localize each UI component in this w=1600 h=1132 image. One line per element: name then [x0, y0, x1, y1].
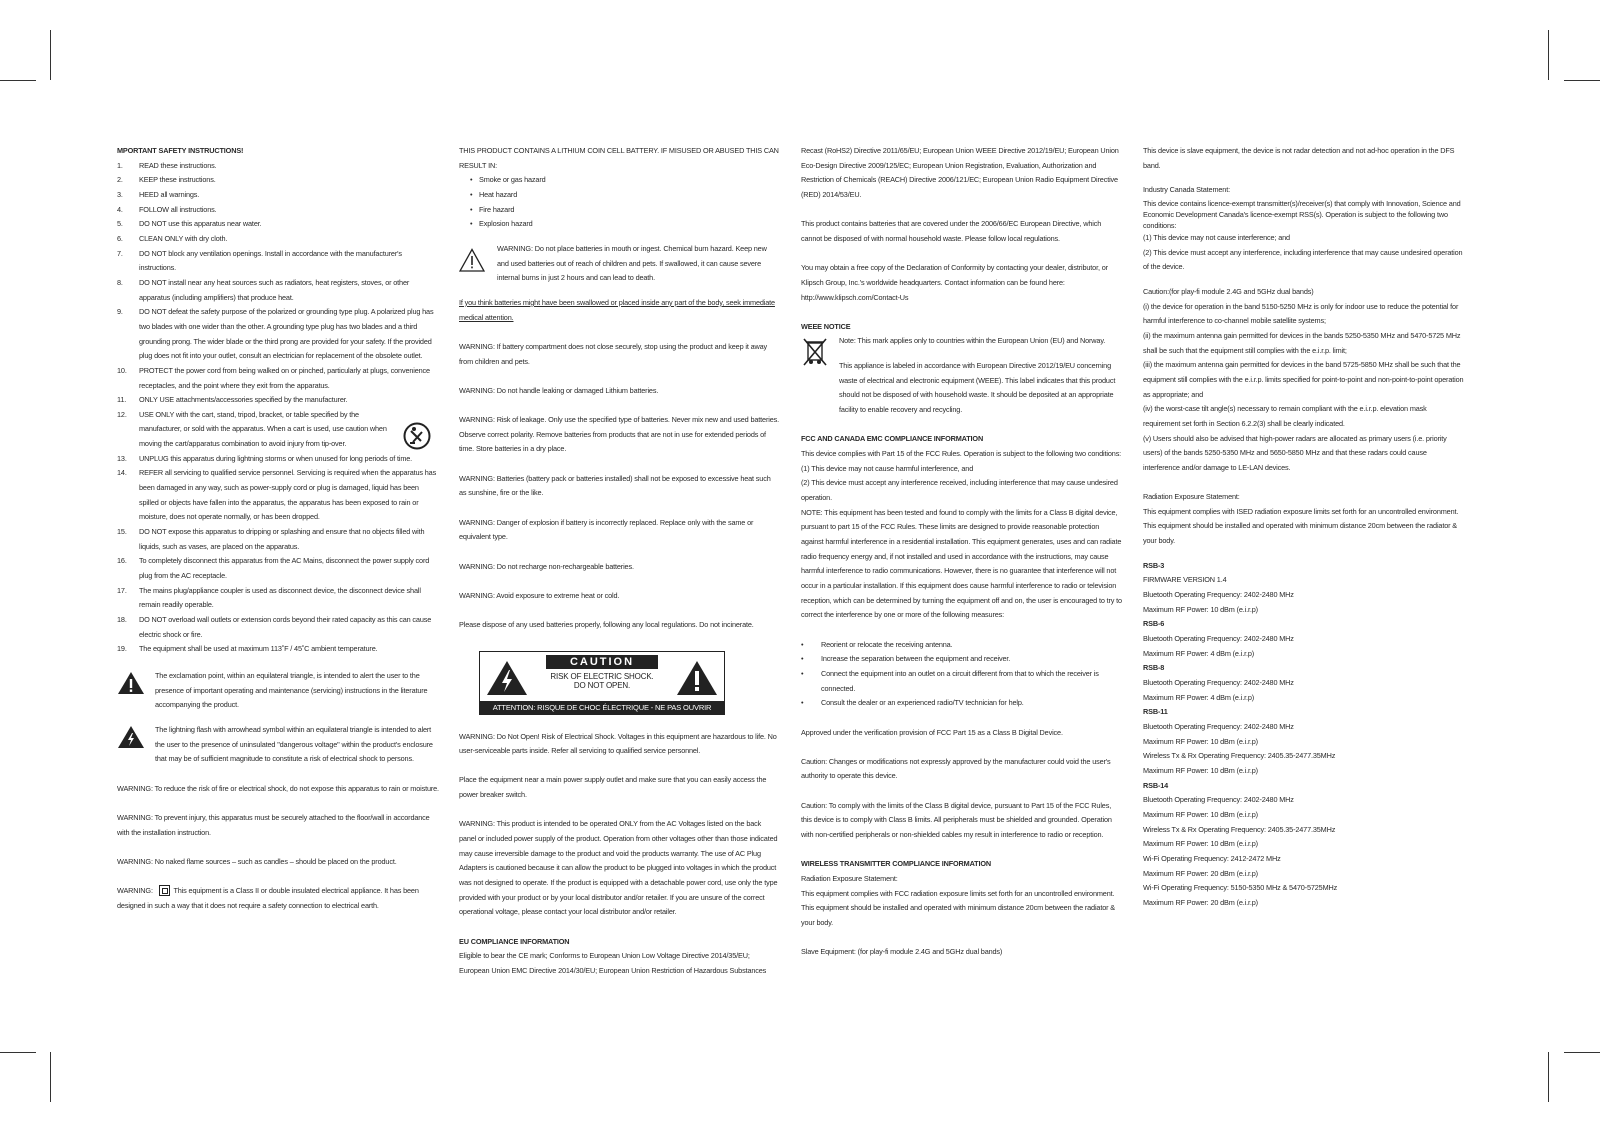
model-spec-line: FIRMWARE VERSION 1.4	[1143, 575, 1227, 585]
model-spec-line: Bluetooth Operating Frequency: 2402-2480 MHz	[1143, 795, 1294, 805]
safety-item	[117, 364, 439, 393]
model-name: RSB-6	[1143, 619, 1165, 629]
measure-item: • Consult the dealer or an experienced radio/TV technician for help.	[801, 696, 1123, 711]
safety-item	[117, 247, 439, 276]
exclamation-text: The exclamation point, within an equilateral triangle, is intended to alert the user to the presence of important operating and maintenance (servicing) instructions in the literature accompanying the product.	[155, 670, 428, 710]
caution-i: (i) the device for operation in the band 5150-5250 MHz is only for indoor use to reduce the potential for harmful interference to co-channel mobile satellite systems;	[1143, 301, 1459, 326]
batteries-directive: This product contains batteries that are covered under the 2006/66/EC European Directive, which cannot be disposed of with normal household waste. Please follow local regulations.	[801, 219, 1102, 243]
safety-heading: MPORTANT SAFETY INSTRUCTIONS!	[117, 146, 244, 155]
crop-mark	[50, 1052, 51, 1102]
safety-item-text: DO NOT overload wall outlets or extension cords beyond their rated capacity as this can cause electric shock or fire.	[139, 615, 432, 639]
warning-explosion: WARNING: Danger of explosion if battery is incorrectly replaced. Replace only with the same or equivalent type.	[459, 517, 754, 542]
eu-text: Eligible to bear the CE mark; Conforms to European Union Low Voltage Directive 2014/35/EU; European Union EMC Directive 2014/30/EU; European Union Restriction of Hazardous Substances	[459, 951, 767, 975]
hazard-item: • Heat hazard	[459, 188, 779, 203]
fcc-intro: This device complies with Part 15 of the FCC Rules. Operation is subject to the following two conditions:	[801, 449, 1122, 459]
warning-ac-voltage: WARNING: This product is intended to be operated ONLY from the AC Voltages listed on the back panel or included power supply of the product. Operation from other voltages other than those indicated may cause irreversible damage to the product and void the products warranty. The use of AC Plug Adapters is cautioned because it can allow the product to be plugged into voltages in which the product was not designed to operate. If the product is equipped with a detachable power cord, use only the type provided with your product or by your local distributor and/or retailer. If you are unsure of the correct operational voltage, please contact your local distributor and/or retailer.	[459, 819, 778, 917]
safety-item-text: To completely disconnect this apparatus from the AC Mains, disconnect the power supply cord plug from the AC receptacle.	[139, 556, 430, 581]
model-specs	[1143, 559, 1465, 911]
crop-mark	[0, 80, 36, 81]
burn-warning-text: WARNING: Do not place batteries in mouth or ingest. Chemical burn hazard. Keep new and used batteries out of reach of children and pets. If swallowed, it can cause severe internal burns in just 2 hours and can lead to death.	[497, 243, 767, 283]
safety-item-number: 19.	[117, 644, 127, 654]
caution-subtext	[546, 672, 658, 690]
safety-item	[117, 613, 439, 642]
safety-item-number: 17.	[117, 585, 127, 595]
crop-mark	[0, 1052, 36, 1053]
safety-item-number: 5.	[117, 219, 123, 229]
safety-item-text: ONLY USE attachments/accessories specified by the manufacturer.	[139, 395, 348, 405]
eu-continued: Recast (RoHS2) Directive 2011/65/EU; European Union WEEE Directive 2012/19/EU; European Union Eco-Design Directive 2009/125/EC; European Union Registration, Evaluation, Authorization and Restriction of Chemicals (REACH) Directive 2006/121/EC; European Union Radio Equipment Directive (RED) 2014/53/EU.	[801, 146, 1119, 199]
ic-condition-2: (2) This device must accept any interference, including interference that may cause undesired operation of the device.	[1143, 247, 1463, 272]
crop-mark	[1548, 30, 1549, 80]
column-safety	[117, 144, 439, 913]
safety-item-text: The equipment shall be used at maximum 113˚F / 45˚C ambient temperature.	[139, 644, 378, 654]
safety-item	[117, 203, 439, 218]
safety-item-text: REFER all servicing to qualified service personnel. Servicing is required when the apparatus has been damaged in any way, such as power-supply cord or plug is damaged, liquid has been spilled or objects have fallen into the apparatus, the apparatus has been exposed to rain or moisture, does not operate normally, or has been dropped.	[139, 468, 437, 522]
safety-item	[117, 642, 439, 657]
model-spec-line: Wi-Fi Operating Frequency: 2412-2472 MHz	[1143, 853, 1281, 863]
model-spec-line: Maximum RF Power: 10 dBm (e.i.r.p)	[1143, 839, 1258, 849]
model-name: RSB-8	[1143, 663, 1165, 673]
model-spec-line: Bluetooth Operating Frequency: 2402-2480 MHz	[1143, 677, 1294, 687]
place-near-outlet: Place the equipment near a main power supply outlet and make sure that you can easily access the power breaker switch.	[459, 775, 767, 800]
warning-cold: WARNING: Avoid exposure to extreme heat or cold.	[459, 590, 620, 600]
slave-equipment: Slave Equipment: (for play-fi module 2.4G and 5GHz dual bands)	[801, 947, 1003, 957]
safety-item-text: FOLLOW all instructions.	[139, 204, 217, 214]
caution-ii: (ii) the maximum antenna gain permitted for devices in the bands 5250-5350 MHz and 5470-5725 MHz shall be such that the equipment still complies with the e.i.r.p. limit;	[1143, 330, 1461, 355]
hazard-item: • Fire hazard	[459, 203, 779, 218]
exclamation-triangle-icon	[117, 671, 145, 701]
safety-item-text: READ these instructions.	[139, 160, 217, 170]
model-spec-line: Bluetooth Operating Frequency: 2402-2480 MHz	[1143, 634, 1294, 644]
column-compliance	[801, 144, 1123, 960]
ic-condition-1: (1) This device may not cause interference; and	[1143, 232, 1290, 242]
warning-attach: WARNING: To prevent injury, this apparatus must be securely attached to the floor/wall in accordance with the installation instruction.	[117, 812, 430, 837]
measure-item: • Connect the equipment into an outlet on a circuit different from that to which the receiver is connected.	[801, 667, 1123, 696]
caution-classb: Caution: To comply with the limits of the Class B digital device, pursuant to Part 15 of the FCC Rules, this device is to comply with Class B limits. All peripherals must be shielded and grounded. Operation with non-certified peripherals or non-shielded cables my result in interference to radio or reception.	[801, 800, 1112, 840]
safety-item	[117, 276, 439, 305]
exclamation-notice	[117, 669, 439, 713]
hazard-item: • Explosion hazard	[459, 217, 779, 232]
swallowed-notice: If you think batteries might have been swallowed or placed inside any part of the body, seek immediate medical attention.	[459, 297, 775, 322]
model-spec-line: Wireless Tx & Rx Operating Frequency: 2405.35-2477.35MHz	[1143, 824, 1336, 834]
safety-item-number: 15.	[117, 527, 127, 537]
declaration: You may obtain a free copy of the Declaration of Conformity by contacting your dealer, distributor, or Klipsch Group, Inc.'s worldwide headquarters. Contact information can be found here: http://www.klipsch.com/Contact-Us	[801, 263, 1108, 302]
warning-recharge: WARNING: Do not recharge non-rechargeable batteries.	[459, 561, 634, 571]
safety-item-text: PROTECT the power cord from being walked on or pinched, particularly at plugs, convenience receptacles, and the point where they exit from the apparatus.	[139, 365, 430, 390]
safety-item	[117, 525, 439, 554]
safety-item-number: 7.	[117, 248, 123, 258]
safety-item-number: 3.	[117, 189, 123, 199]
safety-item-number: 12.	[117, 409, 127, 419]
model-spec-line: Maximum RF Power: 10 dBm (e.i.r.p)	[1143, 736, 1258, 746]
column-battery	[459, 144, 779, 979]
safety-item-text: DO NOT use this apparatus near water.	[139, 219, 262, 229]
warning-flame: WARNING: No naked flame sources – such as candles – should be placed on the product.	[117, 856, 397, 866]
lightning-notice	[117, 723, 439, 767]
crop-mark	[50, 30, 51, 80]
caution-line2: DO NOT OPEN.	[573, 680, 631, 690]
fcc-heading: FCC AND CANADA EMC COMPLIANCE INFORMATION	[801, 434, 984, 444]
weee-text: This appliance is labeled in accordance with European Directive 2012/19/EU concerning waste of electrical and electronic equipment (WEEE). This label indicates that this product should not be disposed of with household waste. It should be deposited at an appropriate facility to enable recovery and recycling.	[839, 361, 1116, 415]
safety-item-number: 8.	[117, 277, 123, 287]
safety-item	[117, 408, 439, 452]
crossed-bin-icon	[801, 336, 829, 374]
crop-mark	[1548, 1052, 1549, 1102]
model-spec-line: Wireless Tx & Rx Operating Frequency: 2405.35-2477.35MHz	[1143, 751, 1336, 761]
fcc-condition-2: (2) This device must accept any interference received, including interference that may cause undesired operation.	[801, 478, 1118, 503]
model-name: RSB-3	[1143, 560, 1165, 570]
crop-mark	[1564, 1052, 1600, 1053]
safety-item	[117, 554, 439, 583]
safety-item	[117, 217, 439, 232]
model-spec-line: Wi-Fi Operating Frequency: 5150-5350 MHz & 5470-5725MHz	[1143, 883, 1338, 893]
safety-item-number: 13.	[117, 453, 127, 463]
hazard-item: • Smoke or gas hazard	[459, 173, 779, 188]
model-spec-line: Maximum RF Power: 20 dBm (e.i.r.p)	[1143, 868, 1258, 878]
safety-item-number: 11.	[117, 395, 127, 405]
safety-item-text: HEED all warnings.	[139, 189, 200, 199]
safety-item	[117, 305, 439, 364]
safety-item	[117, 584, 439, 613]
safety-item-number: 18.	[117, 615, 127, 624]
safety-item-text: DO NOT expose this apparatus to dripping or splashing and ensure that no objects filled with liquids, such as vases, are placed on the apparatus.	[139, 527, 425, 551]
caution-label	[479, 651, 725, 715]
column-wireless	[1143, 144, 1465, 910]
crop-mark	[1564, 80, 1600, 81]
safety-item-number: 6.	[117, 233, 123, 243]
safety-item	[117, 452, 439, 467]
model-spec-line: Maximum RF Power: 10 dBm (e.i.r.p)	[1143, 809, 1258, 819]
warning-triangle-outline-icon	[459, 248, 485, 278]
warning-rain: WARNING: To reduce the risk of fire or electrical shock, do not expose this apparatus to rain or moisture.	[117, 783, 439, 793]
model-name: RSB-11	[1143, 707, 1168, 717]
warning-class2-text: This equipment is a Class II or double insulated electrical appliance. It has been designed in such a way that it does not require a safety connection to electrical earth.	[117, 886, 419, 910]
caution-iii: (iii) the maximum antenna gain permitted for devices in the band 5725-5850 MHz shall be such that the equipment still complies with the e.i.r.p. limits specified for point-to-point and non-point-to-point operation as appropriate; and	[1143, 360, 1464, 399]
safety-item-text: DO NOT defeat the safety purpose of the polarized or grounding type plug. A polarized plug has two blades with one wider than the other. A grounding type plug has two blades and a third grounding prong. The wider blade or the third prong are provided for your safety. If the provided plug does not fit into your outlet, consult an electrician for replacement of the obsolete outlet.	[139, 307, 434, 361]
safety-item-text: DO NOT install near any heat sources such as radiators, heat registers, stoves, or other apparatus (including amplifiers) that produce heat.	[139, 277, 410, 302]
model-spec-line: Maximum RF Power: 20 dBm (e.i.r.p)	[1143, 897, 1258, 907]
safety-item	[117, 232, 439, 247]
weee-notice	[801, 334, 1123, 417]
fcc-note: NOTE: This equipment has been tested and found to comply with the limits for a Class B digital device, pursuant to part 15 of the FCC Rules. These limits are designed to provide reasonable protection against harmful interference in a residential installation. This equipment generates, uses and can radiate radio frequency energy and, if not installed and used in accordance with the instructions, may cause harmful interference to radio communications. However, there is no guarantee that interference will not occur in a particular installation. If this equipment does cause harmful interference to radio or television reception, which can be determined by turning the equipment off and on, the user is encouraged to try to correct the interference by one or more of the following measures:	[801, 507, 1122, 620]
approved: Approved under the verification provision of FCC Part 15 as a Class B Digital Device.	[801, 727, 1063, 737]
measure-item: • Reorient or relocate the receiving antenna.	[801, 638, 1123, 653]
warning-class2-prefix: WARNING:	[117, 886, 153, 896]
safety-item	[117, 188, 439, 203]
model-spec-line: Maximum RF Power: 10 dBm (e.i.r.p)	[1143, 765, 1258, 775]
burn-warning	[459, 242, 779, 286]
warning-leaking: WARNING: Do not handle leaking or damaged Lithium batteries.	[459, 385, 659, 395]
safety-item-number: 2.	[117, 175, 123, 185]
warning-class2	[117, 884, 439, 913]
warning-heat: WARNING: Batteries (battery pack or batteries installed) shall not be exposed to excessive heat such as sunshine, fire or the like.	[459, 473, 771, 498]
exclamation-triangle-icon	[676, 660, 718, 702]
caution-label-text: Caution:(for play-fi module 2.4G and 5GHz dual bands)	[1143, 286, 1314, 296]
warning-compartment: WARNING: If battery compartment does not close securely, stop using the product and keep it away from children and pets.	[459, 341, 768, 366]
model-spec-line: Bluetooth Operating Frequency: 2402-2480 MHz	[1143, 721, 1294, 731]
safety-item-text: KEEP these instructions.	[139, 175, 216, 185]
caution-v: (v) Users should also be advised that high-power radars are allocated as primary users (i.e. priority users) of the bands 5250-5350 MHz and 5650-5850 MHz and that these radars could cause interference and/or damage to LE-LAN devices.	[1143, 433, 1447, 472]
measure-item: • Increase the separation between the equipment and receiver.	[801, 652, 1123, 667]
ic-text: This device contains licence-exempt transmitter(s)/receiver(s) that comply with Innovation, Science and Economic Development Canada's licence-exempt RSS(s). Operation is subject to the following two conditions:	[1143, 198, 1461, 230]
weee-note: Note: This mark applies only to countries within the European Union (EU) and Norway.	[839, 336, 1106, 346]
warning-leakage: WARNING: Risk of leakage. Only use the specified type of batteries. Never mix new and used batteries. Observe correct polarity. Remove batteries from products that are not in use for extended periods of time. Store batteries in a dry place.	[459, 415, 779, 454]
lightning-triangle-icon	[486, 660, 528, 702]
hazard-list	[459, 173, 779, 232]
lightning-text: The lightning flash with arrowhead symbol within an equilateral triangle is intended to alert the user to the presence of uninsulated "dangerous voltage" within the product's enclosure that may be of sufficient magnitude to constitute a risk of electrical shock to persons.	[155, 724, 433, 764]
warning-do-not-open: WARNING: Do Not Open! Risk of Electrical Shock. Voltages in this equipment are hazardous to life. No user-serviceable parts inside. Refer all servicing to qualified service personnel.	[459, 731, 777, 756]
caution-changes: Caution: Changes or modifications not expressly approved by the manufacturer could void the user's authority to operate this device.	[801, 756, 1111, 781]
model-spec-line: Maximum RF Power: 4 dBm (e.i.r.p)	[1143, 692, 1255, 702]
double-square-icon	[159, 885, 170, 896]
safety-instructions-list	[117, 159, 439, 657]
model-name: RSB-14	[1143, 780, 1169, 790]
caution-french: ATTENTION: RISQUE DE CHOC ÉLECTRIQUE - NE PAS OUVRIR	[480, 701, 724, 714]
safety-item-number: 16.	[117, 556, 127, 566]
measures-list	[801, 638, 1123, 711]
dispose-notice: Please dispose of any used batteries properly, following any local regulations. Do not incinerate.	[459, 620, 754, 630]
slave-continued: This device is slave equipment, the device is not radar detection and not ad-hoc operation in the DFS band.	[1143, 146, 1455, 170]
caution-iv: (iv) the worst-case tilt angle(s) necessary to remain compliant with the e.i.r.p. elevation mask requirement set forth in Section 6.2.2(3) shall be clearly indicated.	[1143, 404, 1427, 428]
safety-item-text: CLEAN ONLY with dry cloth.	[139, 233, 228, 243]
radiation-label: Radiation Exposure Statement:	[801, 874, 898, 884]
caution-title: CAUTION	[546, 655, 658, 669]
lightning-triangle-icon	[117, 725, 145, 755]
safety-item-text: USE ONLY with the cart, stand, tripod, bracket, or table specified by the manufacturer, or sold with the apparatus. When a cart is used, use caution when moving the cart/apparatus combination to avoid injury from tip-over.	[139, 409, 387, 449]
safety-item-text: DO NOT block any ventilation openings. Install in accordance with the manufacturer's instructions.	[139, 248, 402, 273]
model-spec-line: Maximum RF Power: 4 dBm (e.i.r.p)	[1143, 648, 1255, 658]
ic-label: Industry Canada Statement:	[1143, 185, 1230, 195]
safety-item	[117, 393, 439, 408]
model-spec-line: Bluetooth Operating Frequency: 2402-2480 MHz	[1143, 590, 1294, 600]
model-spec-line: Maximum RF Power: 10 dBm (e.i.r.p)	[1143, 604, 1258, 614]
safety-item-number: 10.	[117, 365, 127, 375]
safety-item-number: 1.	[117, 160, 123, 170]
battery-intro: THIS PRODUCT CONTAINS A LITHIUM COIN CELL BATTERY. IF MISUSED OR ABUSED THIS CAN RESULT IN:	[459, 146, 779, 170]
safety-item	[117, 173, 439, 188]
safety-item-number: 4.	[117, 204, 123, 214]
safety-item-number: 14.	[117, 468, 127, 478]
radiation-text: This equipment complies with FCC radiation exposure limits set forth for an uncontrolled environment. This equipment should be installed and operated with minimum distance 20cm between the radiator & your body.	[801, 888, 1115, 927]
ised-radiation-label: Radiation Exposure Statement:	[1143, 492, 1240, 502]
safety-item-text: UNPLUG this apparatus during lightning storms or when unused for long periods of time.	[139, 453, 413, 463]
safety-item	[117, 466, 439, 525]
ised-radiation-text: This equipment complies with ISED radiation exposure limits set forth for an uncontrolled environment. This equipment should be installed and operated with minimum distance 20cm between the radiator & your body.	[1143, 506, 1459, 546]
caution-line1: RISK OF ELECTRIC SHOCK.	[550, 671, 654, 681]
cart-tipover-icon	[403, 422, 431, 450]
safety-item	[117, 159, 439, 174]
safety-item-text: The mains plug/appliance coupler is used as disconnect device, the disconnect device shall remain readily operable.	[139, 585, 421, 610]
wireless-heading: WIRELESS TRANSMITTER COMPLIANCE INFORMATION	[801, 859, 992, 869]
weee-heading: WEEE NOTICE	[801, 321, 851, 331]
fcc-condition-1: (1) This device may not cause harmful interference, and	[801, 463, 974, 473]
safety-item-number: 9.	[117, 307, 123, 317]
eu-heading: EU COMPLIANCE INFORMATION	[459, 936, 570, 946]
